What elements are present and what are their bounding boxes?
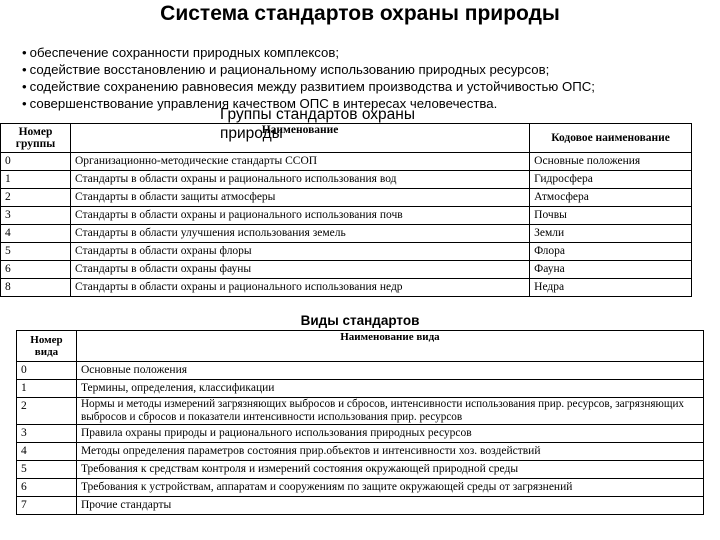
- cell: Стандарты в области улучшения использования земель: [70, 225, 529, 243]
- table-row: [17, 398, 704, 425]
- cell: Организационно-методические стандарты ССОП: [70, 153, 529, 171]
- table-row: [1, 189, 692, 207]
- table-row: [1, 225, 692, 243]
- cell: Методы определения параметров состояния прир.объектов и интенсивности хоз. воздействий: [76, 443, 703, 461]
- cell: Стандарты в области охраны и рационального использования вод: [70, 171, 529, 189]
- cell: Стандарты в области охраны и рационального использования почв: [70, 207, 529, 225]
- cell: Стандарты в области охраны фауны: [70, 261, 529, 279]
- cell: Флора: [530, 243, 692, 261]
- cell: Требования к устройствам, аппаратам и сооружениям по защите окружающей среды от загрязнений: [76, 479, 703, 497]
- table-row: [1, 153, 692, 171]
- cell: 1: [1, 171, 71, 189]
- goals-list: [22, 44, 595, 112]
- table-row: [17, 479, 704, 497]
- column-header: Наименование вида: [76, 331, 703, 362]
- table-row: [17, 497, 704, 515]
- table-row: [1, 243, 692, 261]
- cell: Основные положения: [76, 362, 703, 380]
- table-row: [17, 362, 704, 380]
- column-header: Наименование: [70, 124, 529, 153]
- cell: 6: [17, 479, 77, 497]
- column-header: Кодовое наименование: [530, 124, 692, 153]
- groups-title: Группы стандартов охраны природы: [220, 106, 415, 142]
- cell: Основные положения: [530, 153, 692, 171]
- types-table: [16, 330, 704, 515]
- column-header: Номер вида: [17, 331, 77, 362]
- cell: 2: [17, 398, 77, 425]
- cell: Правила охраны природы и рационального использования природных ресурсов: [76, 425, 703, 443]
- cell: 4: [17, 443, 77, 461]
- cell: 3: [17, 425, 77, 443]
- cell: 8: [1, 279, 71, 297]
- cell: 5: [1, 243, 71, 261]
- cell: 6: [1, 261, 71, 279]
- list-item: • содействие восстановлению и рациональному использованию природных ресурсов;: [22, 61, 595, 78]
- list-item: • содействие сохранению равновесия между развитием производства и устойчивостью ОПС;: [22, 78, 595, 95]
- table-row: [1, 207, 692, 225]
- cell: Стандарты в области защиты атмосферы: [70, 189, 529, 207]
- cell: 4: [1, 225, 71, 243]
- cell: Стандарты в области охраны флоры: [70, 243, 529, 261]
- cell: 2: [1, 189, 71, 207]
- table-row: [17, 380, 704, 398]
- cell: Требования к средствам контроля и измерений состояния окружающей природной среды: [76, 461, 703, 479]
- table-row: [1, 279, 692, 297]
- cell: Почвы: [530, 207, 692, 225]
- table-row: [17, 443, 704, 461]
- column-header: Номер группы: [1, 124, 71, 153]
- cell: Фауна: [530, 261, 692, 279]
- cell: 7: [17, 497, 77, 515]
- list-item: • обеспечение сохранности природных комплексов;: [22, 44, 595, 61]
- list-item: • совершенствование управления качеством ОПС в интересах человечества.: [22, 95, 595, 112]
- table-row: [1, 171, 692, 189]
- cell: 3: [1, 207, 71, 225]
- cell: Прочие стандарты: [76, 497, 703, 515]
- groups-table: [0, 123, 692, 297]
- cell: 0: [17, 362, 77, 380]
- cell: Атмосфера: [530, 189, 692, 207]
- cell: Земли: [530, 225, 692, 243]
- cell: 5: [17, 461, 77, 479]
- table-row: [1, 261, 692, 279]
- cell: Стандарты в области охраны и рационального использования недр: [70, 279, 529, 297]
- table-row: [17, 461, 704, 479]
- cell: Термины, определения, классификации: [76, 380, 703, 398]
- cell: 1: [17, 380, 77, 398]
- cell: Недра: [530, 279, 692, 297]
- types-title: Виды стандартов: [300, 313, 420, 328]
- page-title: Система стандартов охраны природы: [160, 2, 560, 25]
- table-row: [17, 425, 704, 443]
- cell: 0: [1, 153, 71, 171]
- cell: Нормы и методы измерений загрязняющих выбросов и сбросов, интенсивности использования прир. ресурсов, загрязняющих выбросов и сбросов и показатели интенсивности использования прир. ресурсов: [76, 398, 703, 425]
- cell: Гидросфера: [530, 171, 692, 189]
